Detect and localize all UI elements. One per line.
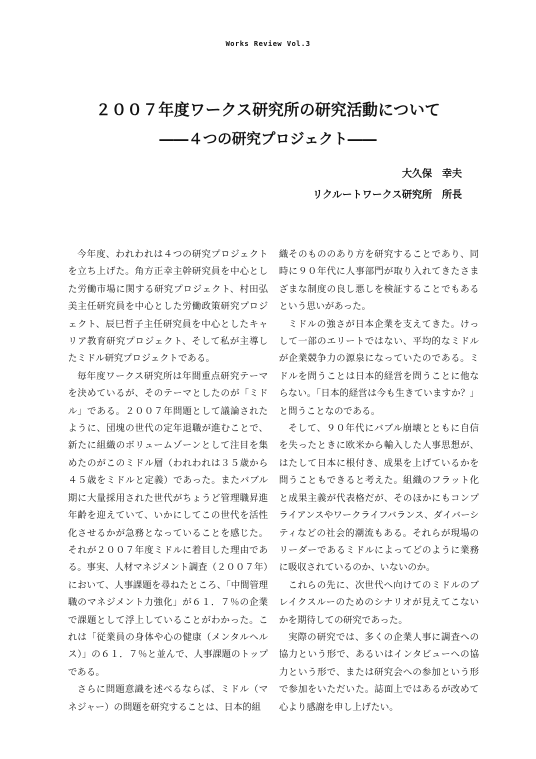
paragraph: これらの先に、次世代へ向けてのミドルのブレイクスルーのためのシナリオが見えてこないかを期待しての研究であった。 (279, 579, 479, 626)
running-header: Works Review Vol.3 (225, 40, 311, 48)
author-name: 大久保 幸夫 (402, 169, 462, 180)
paragraph: 今年度、われわれは４つの研究プロジェクトを立ち上げた。角方正幸主幹研究員を中心とした労働市場に関する研究プロジェクト、村田弘美主任研究員を中心とした労働政策研究プロジェクト、辰巳哲子主任研究員を中心としたキャリア教育研究プロジェクト、そして私が主導したミドル研究プロジェクトである。 (68, 249, 268, 365)
author-affiliation: リクルートワークス研究所 所長 (312, 190, 462, 201)
paragraph: 織そのもののあり方を研究することであり、同時に９０年代に人事部門が取り入れてきたさまざまな制度の良し悪しを検証することでもあるという思いがあった。 (279, 249, 479, 313)
page-subtitle: ――４つの研究プロジェクト―― (159, 132, 377, 148)
author-block (313, 164, 462, 206)
paragraph: ミドルの強さが日本企業を支えてきた。けっして一部のエリートではない、平均的なミドルが企業競争力の源泉になっていたのである。ミドルを問うことは日本的経営を問うことに他ならない。「日本的経営は今も生きていますか？」と問うことなのである。 (279, 318, 479, 417)
paragraph: そして、９０年代にバブル崩壊とともに自信を失ったときに欧米から輸入した人事思想が、はたして日本に根付き、成果を上げているかを問うこともできると考えた。組織のフラット化と成果主義が代表格だが、そのほかにもコンプライアンスやワークライフバランス、ダイバーシティなどの社会的潮流もある。それらが現場のリーダーであるミドルによってどのように業務に吸収されているのか、いないのか。 (279, 423, 479, 574)
title-block (0, 95, 536, 155)
body-column-right (279, 246, 479, 716)
paragraph: 実際の研究では、多くの企業人事に調査への協力という形で、あるいはインタビューへの協力という形で、または研究会への参加という形で参加をいただいた。誌面上ではあるが改めて心より感謝を申し上げたい。 (279, 631, 479, 713)
paragraph: 毎年度ワークス研究所は年間重点研究テーマを決めているが、そのテーマとしたのが「ミドル」である。２００７年問題として議論されたように、団塊の世代の定年退職が進むことで、新たに組織のボリュームゾーンとして注目を集めたのがこのミドル層（われわれは３５歳から４５歳をミドルと定義）であった。またバブル期に大量採用された世代がちょうど管理職昇進年齢を迎えていて、いかにしてこの世代を活性化させるかが急務となっていることを感じた。それが２００７年度ミドルに着目した理由である。事実、人材マネジメント調査（２００７年）において、人事課題を尋ねたところ、「中間管理職のマネジメント力強化」が６１．７％の企業で課題として浮上していることがわかった。これは「従業員の身体や心の健康（メンタルヘルス）」の６１．７％と並んで、人事課題のトップである。 (68, 370, 268, 678)
page-title: ２００７年度ワークス研究所の研究活動について (95, 101, 441, 119)
paragraph: さらに問題意識を述べるならば、ミドル（マネジャー）の問題を研究することは、日本的組 (68, 684, 268, 713)
body-column-left (68, 246, 268, 716)
